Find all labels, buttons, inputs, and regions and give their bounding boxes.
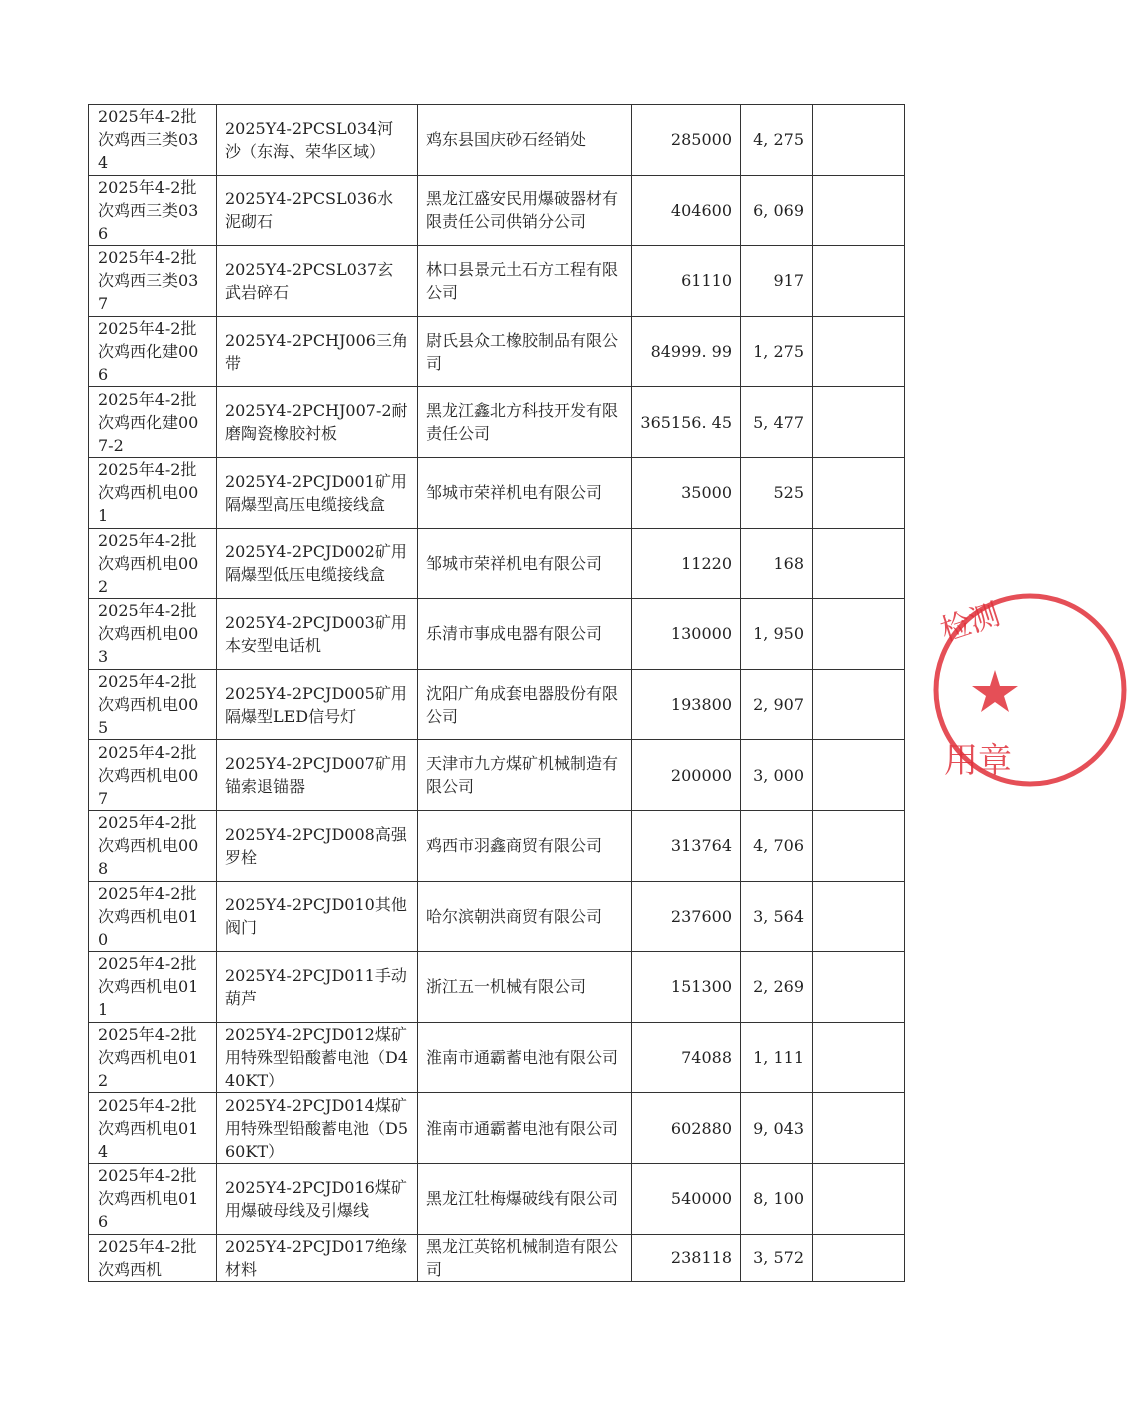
cell-supplier: 黑龙江牡梅爆破线有限公司 bbox=[418, 1163, 632, 1234]
cell-amount: 313764 bbox=[632, 810, 741, 881]
table-row bbox=[89, 105, 905, 176]
table-row bbox=[89, 316, 905, 387]
cell-amount: 61110 bbox=[632, 246, 741, 317]
cell-fee: 3, 572 bbox=[741, 1234, 813, 1281]
cell-supplier: 天津市九方煤矿机械制造有限公司 bbox=[418, 740, 632, 811]
cell-supplier: 黑龙江鑫北方科技开发有限责任公司 bbox=[418, 387, 632, 458]
cell-amount: 602880 bbox=[632, 1093, 741, 1164]
cell-note bbox=[813, 810, 905, 881]
cell-item: 2025Y4-2PCJD014煤矿用特殊型铅酸蓄电池（D560KT） bbox=[217, 1093, 418, 1164]
cell-fee: 5, 477 bbox=[741, 387, 813, 458]
cell-note bbox=[813, 316, 905, 387]
cell-fee: 9, 043 bbox=[741, 1093, 813, 1164]
cell-batch: 2025年4-2批次鸡西三类037 bbox=[89, 246, 217, 317]
cell-item: 2025Y4-2PCSL034河沙（东海、荣华区域） bbox=[217, 105, 418, 176]
cell-fee: 6, 069 bbox=[741, 175, 813, 246]
cell-amount: 540000 bbox=[632, 1163, 741, 1234]
cell-fee: 4, 706 bbox=[741, 810, 813, 881]
table-row bbox=[89, 175, 905, 246]
cell-batch: 2025年4-2批次鸡西机电016 bbox=[89, 1163, 217, 1234]
cell-supplier: 鸡东县国庆砂石经销处 bbox=[418, 105, 632, 176]
cell-amount: 84999. 99 bbox=[632, 316, 741, 387]
cell-amount: 200000 bbox=[632, 740, 741, 811]
fee-table bbox=[88, 104, 905, 1282]
cell-item: 2025Y4-2PCSL037玄武岩碎石 bbox=[217, 246, 418, 317]
cell-fee: 2, 907 bbox=[741, 669, 813, 740]
cell-batch: 2025年4-2批次鸡西机电003 bbox=[89, 599, 217, 670]
cell-note bbox=[813, 669, 905, 740]
cell-note bbox=[813, 881, 905, 952]
cell-supplier: 沈阳广角成套电器股份有限公司 bbox=[418, 669, 632, 740]
table-row bbox=[89, 810, 905, 881]
cell-item: 2025Y4-2PCJD016煤矿用爆破母线及引爆线 bbox=[217, 1163, 418, 1234]
table-row bbox=[89, 881, 905, 952]
cell-amount: 74088 bbox=[632, 1022, 741, 1093]
cell-supplier: 邹城市荣祥机电有限公司 bbox=[418, 528, 632, 599]
cell-fee: 917 bbox=[741, 246, 813, 317]
cell-amount: 285000 bbox=[632, 105, 741, 176]
svg-text:用章: 用章 bbox=[944, 741, 1012, 781]
cell-batch: 2025年4-2批次鸡西机电007 bbox=[89, 740, 217, 811]
cell-amount: 237600 bbox=[632, 881, 741, 952]
cell-note bbox=[813, 1163, 905, 1234]
cell-supplier: 哈尔滨朝洪商贸有限公司 bbox=[418, 881, 632, 952]
table-row bbox=[89, 1093, 905, 1164]
cell-note bbox=[813, 952, 905, 1023]
cell-amount: 365156. 45 bbox=[632, 387, 741, 458]
table-body bbox=[89, 105, 905, 1282]
cell-item: 2025Y4-2PCJD007矿用锚索退锚器 bbox=[217, 740, 418, 811]
cell-note bbox=[813, 1093, 905, 1164]
cell-supplier: 鸡西市羽鑫商贸有限公司 bbox=[418, 810, 632, 881]
table-row bbox=[89, 387, 905, 458]
cell-item: 2025Y4-2PCJD012煤矿用特殊型铅酸蓄电池（D440KT） bbox=[217, 1022, 418, 1093]
cell-batch: 2025年4-2批次鸡西机电001 bbox=[89, 457, 217, 528]
cell-note bbox=[813, 246, 905, 317]
cell-note bbox=[813, 599, 905, 670]
cell-item: 2025Y4-2PCJD005矿用隔爆型LED信号灯 bbox=[217, 669, 418, 740]
cell-batch: 2025年4-2批次鸡西机电014 bbox=[89, 1093, 217, 1164]
cell-fee: 4, 275 bbox=[741, 105, 813, 176]
official-seal-stamp bbox=[930, 590, 1130, 790]
cell-fee: 525 bbox=[741, 457, 813, 528]
cell-batch: 2025年4-2批次鸡西机电012 bbox=[89, 1022, 217, 1093]
table-row bbox=[89, 1234, 905, 1281]
cell-batch: 2025年4-2批次鸡西三类034 bbox=[89, 105, 217, 176]
svg-text:检测: 检测 bbox=[936, 597, 1005, 649]
cell-supplier: 黑龙江盛安民用爆破器材有限责任公司供销分公司 bbox=[418, 175, 632, 246]
cell-batch: 2025年4-2批次鸡西三类036 bbox=[89, 175, 217, 246]
cell-note bbox=[813, 387, 905, 458]
table-row bbox=[89, 1163, 905, 1234]
cell-batch: 2025年4-2批次鸡西机电002 bbox=[89, 528, 217, 599]
cell-supplier: 林口县景元土石方工程有限公司 bbox=[418, 246, 632, 317]
cell-amount: 11220 bbox=[632, 528, 741, 599]
cell-item: 2025Y4-2PCHJ006三角带 bbox=[217, 316, 418, 387]
cell-batch: 2025年4-2批次鸡西机电008 bbox=[89, 810, 217, 881]
cell-amount: 151300 bbox=[632, 952, 741, 1023]
cell-supplier: 浙江五一机械有限公司 bbox=[418, 952, 632, 1023]
cell-amount: 35000 bbox=[632, 457, 741, 528]
cell-batch: 2025年4-2批次鸡西机 bbox=[89, 1234, 217, 1281]
table-row bbox=[89, 669, 905, 740]
cell-item: 2025Y4-2PCSL036水泥砌石 bbox=[217, 175, 418, 246]
table-row bbox=[89, 952, 905, 1023]
cell-item: 2025Y4-2PCJD011手动葫芦 bbox=[217, 952, 418, 1023]
cell-supplier: 尉氏县众工橡胶制品有限公司 bbox=[418, 316, 632, 387]
cell-supplier: 黑龙江英铭机械制造有限公司 bbox=[418, 1234, 632, 1281]
table-row bbox=[89, 740, 905, 811]
cell-amount: 404600 bbox=[632, 175, 741, 246]
cell-supplier: 乐清市事成电器有限公司 bbox=[418, 599, 632, 670]
table-row bbox=[89, 1022, 905, 1093]
cell-item: 2025Y4-2PCJD003矿用本安型电话机 bbox=[217, 599, 418, 670]
table-row bbox=[89, 457, 905, 528]
table-row bbox=[89, 599, 905, 670]
cell-fee: 3, 564 bbox=[741, 881, 813, 952]
cell-batch: 2025年4-2批次鸡西化建007-2 bbox=[89, 387, 217, 458]
cell-batch: 2025年4-2批次鸡西机电005 bbox=[89, 669, 217, 740]
cell-item: 2025Y4-2PCHJ007-2耐磨陶瓷橡胶衬板 bbox=[217, 387, 418, 458]
cell-item: 2025Y4-2PCJD001矿用隔爆型高压电缆接线盒 bbox=[217, 457, 418, 528]
cell-amount: 238118 bbox=[632, 1234, 741, 1281]
cell-fee: 1, 111 bbox=[741, 1022, 813, 1093]
cell-amount: 193800 bbox=[632, 669, 741, 740]
table-row bbox=[89, 246, 905, 317]
cell-supplier: 淮南市通霸蓄电池有限公司 bbox=[418, 1093, 632, 1164]
cell-note bbox=[813, 1022, 905, 1093]
cell-fee: 1, 275 bbox=[741, 316, 813, 387]
cell-batch: 2025年4-2批次鸡西化建006 bbox=[89, 316, 217, 387]
cell-note bbox=[813, 175, 905, 246]
cell-fee: 1, 950 bbox=[741, 599, 813, 670]
cell-supplier: 淮南市通霸蓄电池有限公司 bbox=[418, 1022, 632, 1093]
cell-amount: 130000 bbox=[632, 599, 741, 670]
cell-batch: 2025年4-2批次鸡西机电011 bbox=[89, 952, 217, 1023]
cell-note bbox=[813, 105, 905, 176]
cell-note bbox=[813, 740, 905, 811]
cell-fee: 2, 269 bbox=[741, 952, 813, 1023]
cell-item: 2025Y4-2PCJD010其他阀门 bbox=[217, 881, 418, 952]
cell-note bbox=[813, 528, 905, 599]
cell-item: 2025Y4-2PCJD008高强罗栓 bbox=[217, 810, 418, 881]
cell-fee: 168 bbox=[741, 528, 813, 599]
table-row bbox=[89, 528, 905, 599]
cell-fee: 8, 100 bbox=[741, 1163, 813, 1234]
cell-fee: 3, 000 bbox=[741, 740, 813, 811]
cell-note bbox=[813, 1234, 905, 1281]
cell-item: 2025Y4-2PCJD002矿用隔爆型低压电缆接线盒 bbox=[217, 528, 418, 599]
cell-supplier: 邹城市荣祥机电有限公司 bbox=[418, 457, 632, 528]
cell-item: 2025Y4-2PCJD017绝缘材料 bbox=[217, 1234, 418, 1281]
cell-note bbox=[813, 457, 905, 528]
cell-batch: 2025年4-2批次鸡西机电010 bbox=[89, 881, 217, 952]
